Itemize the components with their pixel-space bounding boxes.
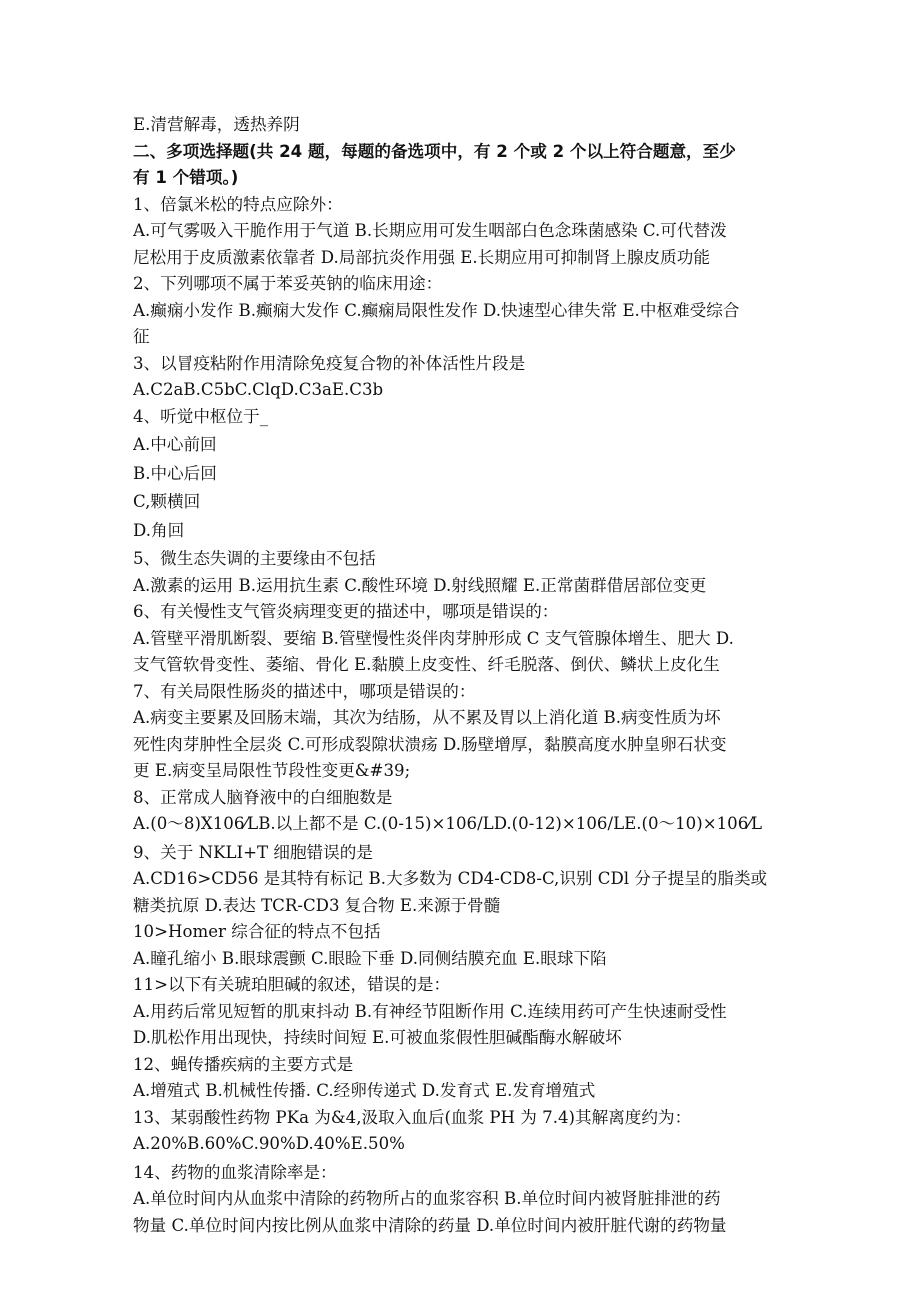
text-line: 12、蝇传播疾病的主要方式是 [133, 1054, 354, 1074]
text-line: E.清营解毒，透热养阴 [133, 115, 300, 134]
text-line: D.肌松作用出现快，持续时间短 E.可被血浆假性胆碱酯酶水解破坏 [133, 1028, 622, 1047]
text-line: A.瞳孔缩小 B.眼球震颤 C.眼睑下垂 D.同侧结膜充血 E.眼球下陷 [133, 948, 607, 968]
text-line: 征 [133, 327, 150, 346]
text-line: 更 E.病变呈局限性节段性变更&#39; [133, 761, 411, 780]
text-line: 11>以下有关琥珀胆碱的叙述，错误的是： [133, 975, 451, 994]
text-line: 糖类抗原 D.表达 TCR-CD3 复合物 E.来源于骨髓 [133, 895, 501, 915]
text-line: 尼松用于皮质激素依靠者 D.局部抗炎作用强 E.长期应用可抑制肾上腺皮质功能 [133, 247, 710, 267]
text-line: 物量 C.单位时间内按比例从血浆中清除的药量 D.单位时间内被肝脏代谢的药物量 [133, 1215, 727, 1235]
text-line: 1、倍氯米松的特点应除外： [133, 194, 343, 214]
text-line: A.C2aB.C5bC.ClqD.C3aE.C3b [133, 380, 384, 399]
document-page [133, 112, 793, 1239]
text-line: A.癫痫小发作 B.癫痫大发作 C.癫痫局限性发作 D.快速型心律失常 E.中枢难受综合 [133, 300, 740, 320]
text-line: C,颗横回 [133, 492, 201, 511]
text-line: A.中心前回 [133, 435, 217, 454]
text-line: 13、某弱酸性药物 PKa 为&4,汲取入血后(血浆 PH 为 7.4)其解离度约为： [133, 1107, 692, 1127]
text-line: 支气管软骨变性、萎缩、骨化 E.黏膜上皮变性、纤毛脱落、倒伏、鳞状上皮化生 [133, 655, 720, 674]
text-line: 4、听觉中枢位于_ [133, 406, 269, 426]
text-line: D.角回 [133, 520, 185, 540]
text-line: A.CD16>CD56 是其特有标记 B.大多数为 CD4-CD8-C,识别 CDl 分子提呈的脂类或 [133, 869, 768, 888]
text-line: A.管壁平滑肌断裂、要缩 B.管壁慢性炎伴肉芽肿形成 C 支气管腺体增生、肥大 D. [133, 628, 734, 648]
text-line: 14、药物的血浆清除率是： [133, 1162, 337, 1182]
text-line: 6、有关慢性支气管炎病理变更的描述中，哪项是错误的： [133, 602, 559, 621]
text-line: A.20%B.60%C.90%D.40%E.50% [133, 1134, 405, 1153]
text-line: A.增殖式 B.机械性传播. C.经卵传递式 D.发育式 E.发育增殖式 [133, 1081, 596, 1100]
text-line: 7、有关局限性肠炎的描述中，哪项是错误的： [133, 681, 476, 701]
text-line: 10>Homer 综合征的特点不包括 [133, 922, 381, 941]
text-line: 死性肉芽肿性全层炎 C.可形成裂隙状溃疡 D.肠壁增厚，黏膜高度水肿皇卵石状变 [133, 734, 727, 754]
text-line: 8、正常成人脑脊液中的白细胞数是 [133, 787, 393, 807]
section-heading-line: 有 1 个错项。) [133, 168, 239, 187]
text-line: A.可气雾吸入干脆作用于气道 B.长期应用可发生咽部白色念珠菌感染 C.可代替泼 [133, 221, 727, 240]
text-line: A.用药后常见短暂的肌束抖动 B.有神经节阻断作用 C.连续用药可产生快速耐受性 [133, 1001, 727, 1021]
text-line: A.(0～8)X106⁄LB.以上都不是 C.(0-15)×106/LD.(0-12)×106/LE.(0～10)×106⁄L [133, 814, 763, 833]
text-line: 5、微生态失调的主要缘由不包括 [133, 549, 376, 568]
text-line: 3、以冒疫粘附作用清除免疫复合物的补体活性片段是 [133, 353, 526, 373]
text-line: 2、下列哪项不属于苯妥英钠的临床用途： [133, 274, 443, 293]
section-heading-line: 二、多项选择题(共 24 题，每题的备选项中，有 2 个或 2 个以上符合题意，至少 [133, 141, 736, 161]
text-line: A.病变主要累及回肠末端，其次为结肠，从不累及胃以上消化道 B.病变性质为坏 [133, 708, 721, 727]
text-line: A.激素的运用 B.运用抗生素 C.酸性环境 D.射线照耀 E.正常菌群借居部位变更 [133, 575, 707, 595]
text-line: A.单位时间内从血浆中清除的药物所占的血浆容积 B.单位时间内被肾脏排泄的药 [133, 1189, 721, 1208]
text-line: B.中心后回 [133, 463, 217, 483]
text-line: 9、关于 NKLI+T 细胞错误的是 [133, 842, 373, 862]
